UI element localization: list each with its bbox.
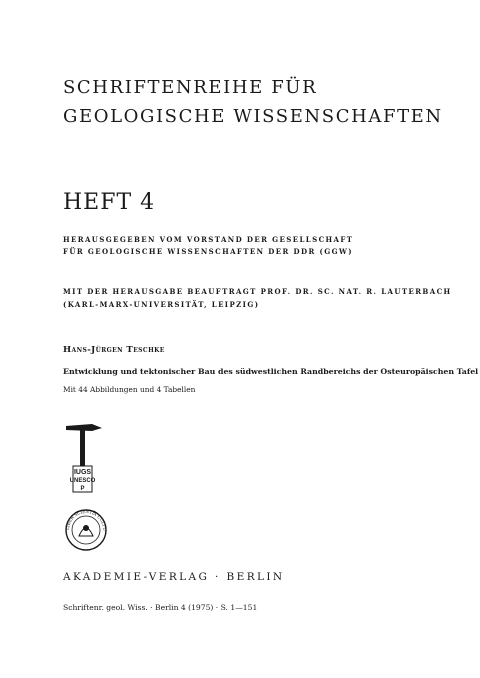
publisher-seal xyxy=(64,508,108,552)
seal-text: LIBER SCIENTIA CULTU xyxy=(64,508,108,531)
citation-line: Schriftenr. geol. Wiss. · Berlin 4 (1975) · S. 1—151 xyxy=(63,603,258,612)
iugs-unesco-logo xyxy=(62,420,114,494)
author-name: Hans-Jürgen Teschke xyxy=(63,345,165,355)
figures-note: Mit 44 Abbildungen und 4 Tabellen xyxy=(63,385,196,394)
hammer-icon xyxy=(62,420,114,494)
commissioned-line-1: MIT DER HERAUSGABE BEAUFTRAGT PROF. DR. SC. NAT. R. LAUTERBACH xyxy=(63,287,452,296)
unesco-label: UNESCO xyxy=(69,478,96,484)
p-label: P xyxy=(80,486,85,492)
editors-line-2: FÜR GEOLOGISCHE WISSENSCHAFTEN DER DDR (GGW) xyxy=(63,247,353,256)
series-title-line-2: GEOLOGISCHE WISSENSCHAFTEN xyxy=(63,106,443,127)
commissioned-line-2: (KARL-MARX-UNIVERSITÄT, LEIPZIG) xyxy=(63,300,260,309)
seal-icon xyxy=(64,508,108,552)
iugs-label: IUGS xyxy=(73,469,92,476)
issue-number: HEFT 4 xyxy=(63,190,156,215)
series-title-line-1: SCHRIFTENREIHE FÜR xyxy=(63,77,318,98)
work-title: Entwicklung und tektonischer Bau des südwestlichen Randbereichs der Osteuropäischen Tafel xyxy=(63,367,479,376)
editors-line-1: HERAUSGEGEBEN VOM VORSTAND DER GESELLSCHAFT xyxy=(63,235,354,244)
publisher-imprint: AKADEMIE-VERLAG · BERLIN xyxy=(63,571,285,583)
